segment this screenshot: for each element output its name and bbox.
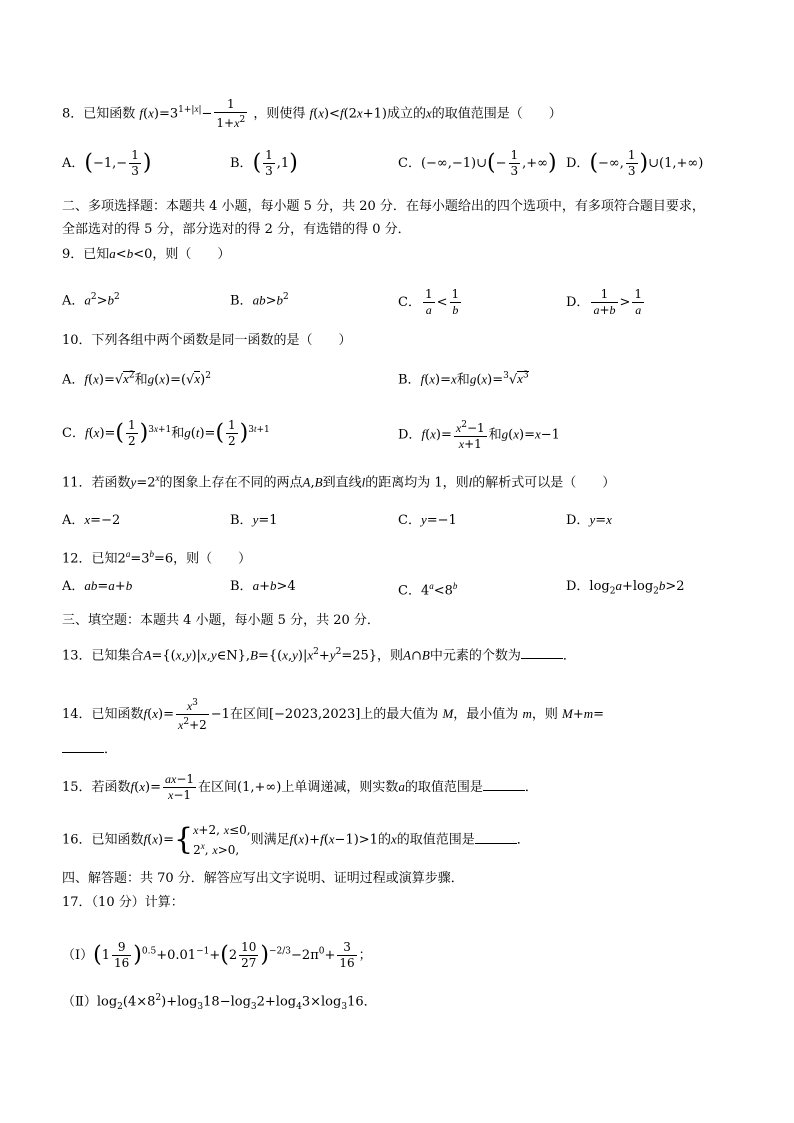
- q9-option-c: C． $\frac{1}{a}$ < $\frac{1}{b}$: [398, 287, 460, 317]
- q13-answer-blank[interactable]: [521, 646, 563, 659]
- q10-option-a: A．$f(x)=√x^2$和$g(x)=(√x)^2$: [62, 371, 211, 388]
- q10-option-b: B．f(x)=x和$g(x)=^3√x^3$: [398, 371, 529, 388]
- q9-option-d: D． $\frac{1}{a+b}$ > $\frac{1}{a}$: [566, 287, 643, 317]
- q12-option-b: B．a+b>4: [230, 578, 296, 594]
- q17-stem: 17．（10 分）计算：: [62, 895, 184, 910]
- q8-option-c: C．(−∞,−1)∪(− $\frac{1}{3}$ ,+∞): [398, 148, 557, 178]
- q15-answer-blank[interactable]: [483, 778, 525, 791]
- q17-part-1: （Ⅰ）(1 $\frac{9}{16}$ )$^{0.5}+0.01^{-1}+(2$ $\frac{10}{27}$ )$^{-2/3}-2\pi^0+$ $\frac{3}{16}$ ；: [62, 940, 372, 970]
- q12-option-d: D．$\log_2a+\log_2b>2$: [566, 578, 685, 597]
- q8-option-b: B．( $\frac{1}{3}$ ,1): [230, 148, 298, 178]
- q12-option-c: C．$4^a<8^b$: [398, 581, 458, 599]
- q15-stem: 15．若函数f(x)= $\frac{ax-1}{x-1}$ 在区间(1,+∞)上单调递减，则实数a的取值范围是 ．: [62, 772, 538, 802]
- q10-stem: 10．下列各组中两个函数是同一函数的是（ ）: [62, 333, 352, 348]
- q9-option-a: A．$a^2>b^2$: [62, 292, 120, 309]
- q11-option-c: C．y=−1: [398, 512, 457, 528]
- q14-stem: 14．已知函数f(x)= $\frac{x^3}{x^2+2}$ −1在区间[−2023,2023]上的最大值为 M，最小值为 m，则 M+m=: [62, 698, 605, 732]
- q17-part-2: $(Ⅱ)\log_2(4\times 8^2)+\log_318-\log_32+\log_43\times\log_316$．: [62, 993, 377, 1012]
- q16-answer-blank[interactable]: [475, 831, 517, 844]
- q14-answer-blank[interactable]: [62, 740, 104, 753]
- q10-option-d: D．f(x)= $\frac{x^2-1}{x+1}$ 和g(x)=x−1: [398, 420, 560, 451]
- q10-option-c: C．f(x)=( $\frac{1}{2}$ )$^{3x+1}$和g(t)=( $\frac{1}{2}$ )$^{3t+1}$: [62, 418, 270, 448]
- q9-option-b: B．$ab>b^2$: [230, 292, 289, 309]
- q8-option-a: A．(−1,− $\frac{1}{3}$ ): [62, 148, 152, 178]
- q9-stem: 9．已知a<b<0，则（ ）: [62, 246, 231, 262]
- section-4-heading: 四、解答题：共 70 分．解答应写出文字说明、证明过程或演算步骤．: [62, 871, 464, 886]
- q14-answer-line: ．: [62, 740, 117, 760]
- q8-stem: 8．已知函数 $f(x)=3^{1+|x|}-$ $\frac{1}{1+x^2}$ ，则使得 f(x)<f(2x+1)成立的x的取值范围是（ ）: [62, 97, 562, 130]
- q11-option-a: A．x=−2: [62, 512, 121, 528]
- section-2-line2: 全部选对的得 5 分，部分选对的得 2 分，有选错的得 0 分．: [62, 222, 411, 237]
- q11-option-b: B．y=1: [230, 512, 278, 528]
- q11-option-d: D．y=x: [566, 512, 612, 528]
- q11-stem: 11．若函数$y=2^x$的图象上存在不同的两点A,B到直线l的距离均为 1，则l的解析式可以是（ ）: [62, 473, 616, 491]
- section-3-heading: 三、填空题：本题共 4 小题，每小题 5 分，共 20 分．: [62, 613, 380, 628]
- q12-stem: 12．已知$2^a=3^b=6$，则（ ）: [62, 549, 252, 567]
- q8-option-d: D．(−∞, $\frac{1}{3}$ )∪(1,+∞): [566, 148, 704, 178]
- q12-option-a: A．ab=a+b: [62, 578, 133, 594]
- q13-stem: 13．已知集合$A=\{(x,y)|x,y\in N\},B=\{(x,y)|x^2+y^2=25\}$，则A∩B中元素的个数为 ．: [62, 647, 576, 664]
- section-2-line1: 二、多项选择题：本题共 4 小题，每小题 5 分，共 20 分．在每小题给出的四个选项中，有多项符合题目要求，: [62, 199, 705, 214]
- q16-stem: 16．已知函数f(x)={x+2, x≤0, 2$^x$, x>0,则满足f(x)+f(x−1)>1的x的取值范围是 ．: [62, 822, 530, 857]
